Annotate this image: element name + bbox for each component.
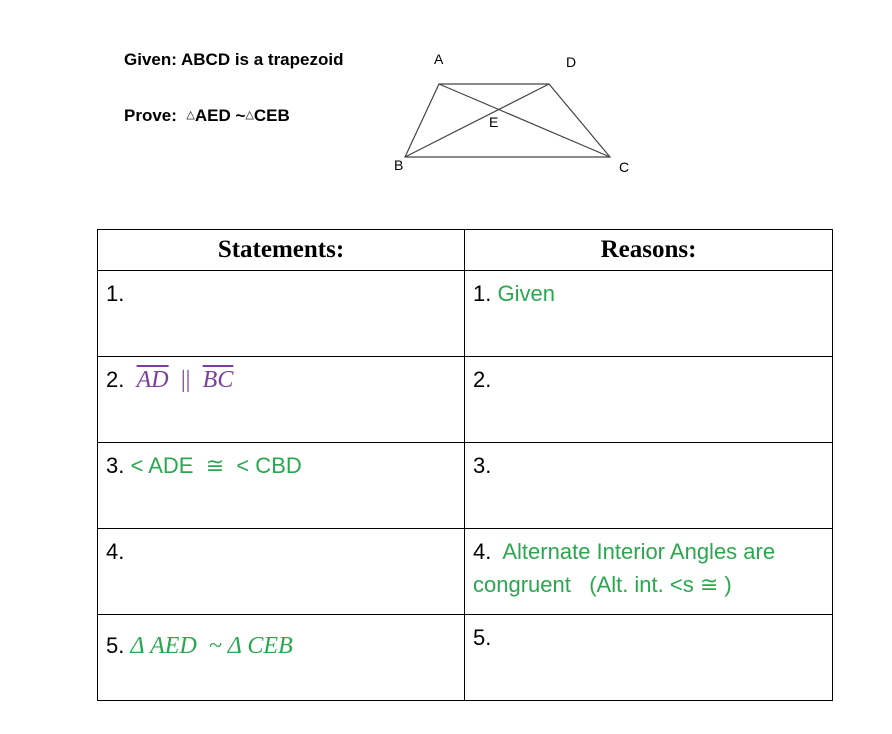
proof-table [97,229,833,701]
statement-number: 1. [106,281,125,306]
segment-ad: $\overline{AD}$ [136,367,169,393]
reason-number: 4. [473,539,492,564]
table-header-row [98,230,833,271]
table-row [98,615,833,701]
label-e: E [489,114,499,130]
reason-number: 3. [473,453,492,478]
label-b: B [394,157,404,173]
triangle-icon: △ [245,109,254,121]
reasons-header: Reasons: [465,230,833,271]
reason-cell[interactable] [465,529,833,615]
statement-number: 4. [106,539,125,564]
reason-text: Alternate Interior Angles are congruent (Alt. int. <s ≅ ) [473,539,782,597]
statement-text: Δ AED ~ Δ CEB [130,633,293,659]
statements-header: Statements: [98,230,465,271]
segment-bc: $\overline{BC}$ [202,367,234,393]
trapezoid-diagram [385,45,645,185]
reason-number: 5. [473,625,492,650]
statement-cell[interactable] [98,357,465,443]
reason-number: 2. [473,367,492,392]
label-d: D [566,54,577,70]
given-statement: Given: ABCD is a trapezoid [124,50,344,69]
reason-number: 1. [473,281,492,306]
label-c: C [619,159,630,175]
reason-text: Given [497,281,555,306]
parallel-symbol: || [180,367,191,393]
statement-text: < ADE ≅ < CBD [130,453,302,478]
statement-cell[interactable] [98,443,465,529]
reason-cell[interactable] [465,357,833,443]
table-row [98,443,833,529]
prove-label: Prove: [124,106,177,125]
statement-number: 2. [106,367,125,392]
reason-cell[interactable] [465,271,833,357]
reason-cell[interactable] [465,443,833,529]
statement-number: 3. [106,453,125,478]
reason-cell[interactable] [465,615,833,701]
statement-cell[interactable] [98,615,465,701]
trapezoid-outline [405,84,610,157]
prove-statement [124,106,290,126]
statement-number: 5. [106,633,125,658]
statement-cell[interactable] [98,271,465,357]
diagonal-ac [439,84,610,157]
table-row [98,357,833,443]
prove-text-2: CEB [253,106,290,125]
label-a: A [434,51,444,67]
table-row [98,529,833,615]
table-row [98,271,833,357]
statement-cell[interactable] [98,529,465,615]
triangle-icon: △ [186,109,195,121]
diagonal-bd [405,84,549,157]
prove-text-1: AED ~ [194,106,246,125]
